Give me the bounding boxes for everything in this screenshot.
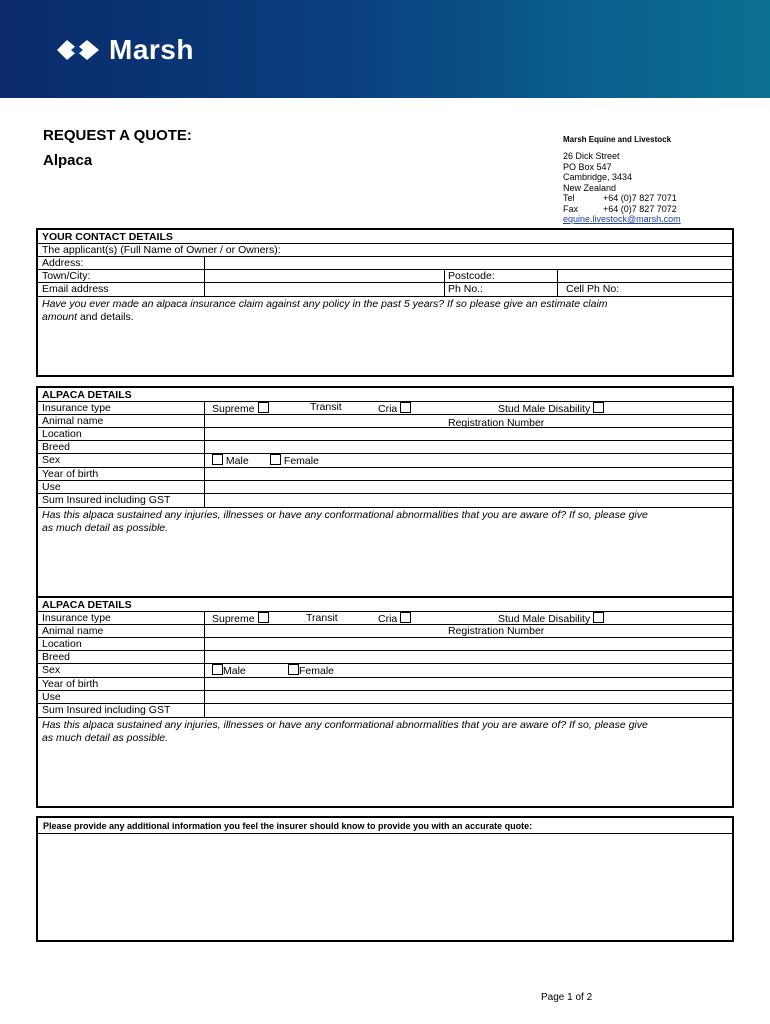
contact-heading: YOUR CONTACT DETAILS — [42, 231, 173, 243]
animal-name-label: Animal name — [42, 625, 104, 637]
supreme-checkbox[interactable] — [258, 612, 269, 623]
female-label: Female — [283, 455, 319, 467]
contact-details-section — [36, 228, 734, 377]
registration-label: Registration Number — [448, 417, 545, 429]
insurance-type-label: Insurance type — [42, 402, 111, 414]
address-label: Address: — [42, 257, 84, 269]
supreme-label: Supreme — [212, 613, 255, 625]
claim-question-rest: and details. — [77, 311, 134, 323]
stud-label: Stud Male Disability — [498, 403, 591, 415]
sum-insured-field[interactable] — [205, 494, 732, 507]
email-field[interactable] — [205, 283, 444, 296]
cria-checkbox[interactable] — [400, 612, 411, 623]
year-field[interactable] — [205, 468, 732, 480]
stud-checkbox[interactable] — [593, 612, 604, 623]
male-checkbox[interactable] — [212, 454, 223, 465]
town-label: Town/City: — [42, 270, 91, 282]
claim-question: Have you ever made an alpaca insurance claim against any policy in the past 5 years? If so please give an estimate claim — [42, 298, 608, 310]
fax-number: +64 (0)7 827 7072 — [603, 203, 677, 214]
sex-label: Sex — [42, 454, 61, 466]
email-link[interactable]: equine.livestock@marsh.com — [563, 214, 681, 224]
email-label: Email address — [42, 283, 109, 295]
female-checkbox[interactable] — [270, 454, 281, 465]
supreme-option[interactable] — [212, 612, 269, 625]
address-pobox: PO Box 547 — [563, 161, 612, 172]
stud-checkbox[interactable] — [593, 402, 604, 413]
sum-insured-label: Sum Insured including GST — [42, 704, 171, 716]
breed-label: Breed — [42, 651, 71, 663]
tel-row — [563, 193, 681, 204]
location-field[interactable] — [205, 638, 732, 650]
claim-question-italic: amount — [42, 311, 78, 323]
injury-question: Has this alpaca sustained any injuries, illnesses or have any conformational abnormalities that you are aware of? If so, please give — [42, 509, 648, 521]
insurance-type-label: Insurance type — [42, 612, 111, 624]
tel-number: +64 (0)7 827 7071 — [603, 193, 677, 203]
male-option[interactable] — [212, 454, 249, 467]
cria-label: Cria — [378, 403, 398, 415]
cria-option[interactable] — [378, 612, 411, 625]
alpaca-heading: ALPACA DETAILS — [42, 599, 132, 611]
additional-info-label: Please provide any additional information you feel the insurer should know to provide you with an accurate quote: — [43, 821, 533, 831]
sex-label: Sex — [42, 664, 61, 676]
use-field[interactable] — [205, 691, 732, 703]
animal-name-label: Animal name — [42, 415, 104, 427]
page-subtitle: Alpaca — [43, 152, 93, 169]
applicant-label: The applicant(s) (Full Name of Owner / or Owners): — [42, 244, 281, 256]
address-city: Cambridge, 3434 — [563, 172, 633, 182]
injury-details-field[interactable] — [42, 536, 730, 594]
female-option[interactable] — [288, 664, 334, 677]
stud-option[interactable] — [498, 612, 604, 625]
supreme-option[interactable] — [212, 402, 269, 415]
registration-label: Registration Number — [448, 625, 545, 637]
fax-row — [563, 204, 681, 215]
marsh-logo — [55, 34, 194, 66]
address-field[interactable] — [205, 257, 732, 269]
year-label: Year of birth — [42, 678, 99, 690]
injury-question-line2: as much detail as possible. — [42, 732, 169, 744]
injury-question-line2: as much detail as possible. — [42, 522, 169, 534]
brand-name: Marsh — [109, 34, 194, 65]
cell-label: Cell Ph No: — [566, 283, 620, 295]
page-title: REQUEST A QUOTE: — [43, 127, 192, 144]
page-number: Page 1 of 2 — [541, 992, 593, 1003]
additional-info-field[interactable] — [42, 836, 730, 938]
phone-label: Ph No.: — [448, 283, 484, 295]
breed-label: Breed — [42, 441, 71, 453]
sum-insured-field[interactable] — [205, 704, 732, 717]
claim-details-field[interactable] — [42, 324, 730, 374]
address-country: New Zealand — [563, 182, 617, 193]
transit-label: Transit — [306, 612, 338, 624]
town-field[interactable] — [205, 270, 444, 282]
alpaca-heading: ALPACA DETAILS — [42, 389, 132, 401]
supreme-checkbox[interactable] — [258, 402, 269, 413]
alpaca-details-section-2 — [36, 596, 734, 808]
cria-label: Cria — [378, 613, 398, 625]
male-option[interactable] — [212, 664, 246, 677]
postcode-field[interactable] — [558, 270, 732, 282]
injury-question: Has this alpaca sustained any injuries, illnesses or have any conformational abnormalities that you are aware of? If so, please give — [42, 719, 648, 731]
sum-insured-label: Sum Insured including GST — [42, 494, 171, 506]
supreme-label: Supreme — [212, 403, 255, 415]
transit-label: Transit — [310, 401, 342, 413]
male-label: Male — [223, 665, 246, 677]
location-label: Location — [42, 428, 82, 440]
location-label: Location — [42, 638, 82, 650]
cria-option[interactable] — [378, 402, 411, 415]
breed-field[interactable] — [205, 651, 732, 663]
cria-checkbox[interactable] — [400, 402, 411, 413]
male-checkbox[interactable] — [212, 664, 223, 675]
location-field[interactable] — [205, 428, 732, 440]
tel-label: Tel — [563, 193, 575, 203]
additional-info-section — [36, 816, 734, 942]
postcode-label: Postcode: — [448, 270, 495, 282]
use-field[interactable] — [205, 481, 732, 493]
injury-details-field[interactable] — [42, 746, 730, 804]
alpaca-details-section-1 — [36, 386, 734, 598]
company-name: Marsh Equine and Livestock — [563, 135, 672, 144]
marsh-logo-icon — [55, 37, 101, 63]
stud-option[interactable] — [498, 402, 604, 415]
year-field[interactable] — [205, 678, 732, 690]
company-address — [563, 151, 681, 225]
use-label: Use — [42, 691, 61, 703]
year-label: Year of birth — [42, 468, 99, 480]
female-checkbox[interactable] — [288, 664, 299, 675]
claim-question-line2 — [42, 311, 134, 323]
stud-label: Stud Male Disability — [498, 613, 591, 625]
female-option[interactable] — [270, 454, 319, 467]
address-street: 26 Dick Street — [563, 151, 620, 161]
fax-label: Fax — [563, 203, 579, 214]
female-label: Female — [299, 665, 335, 677]
use-label: Use — [42, 481, 61, 493]
male-label: Male — [225, 455, 249, 467]
breed-field[interactable] — [205, 441, 732, 453]
